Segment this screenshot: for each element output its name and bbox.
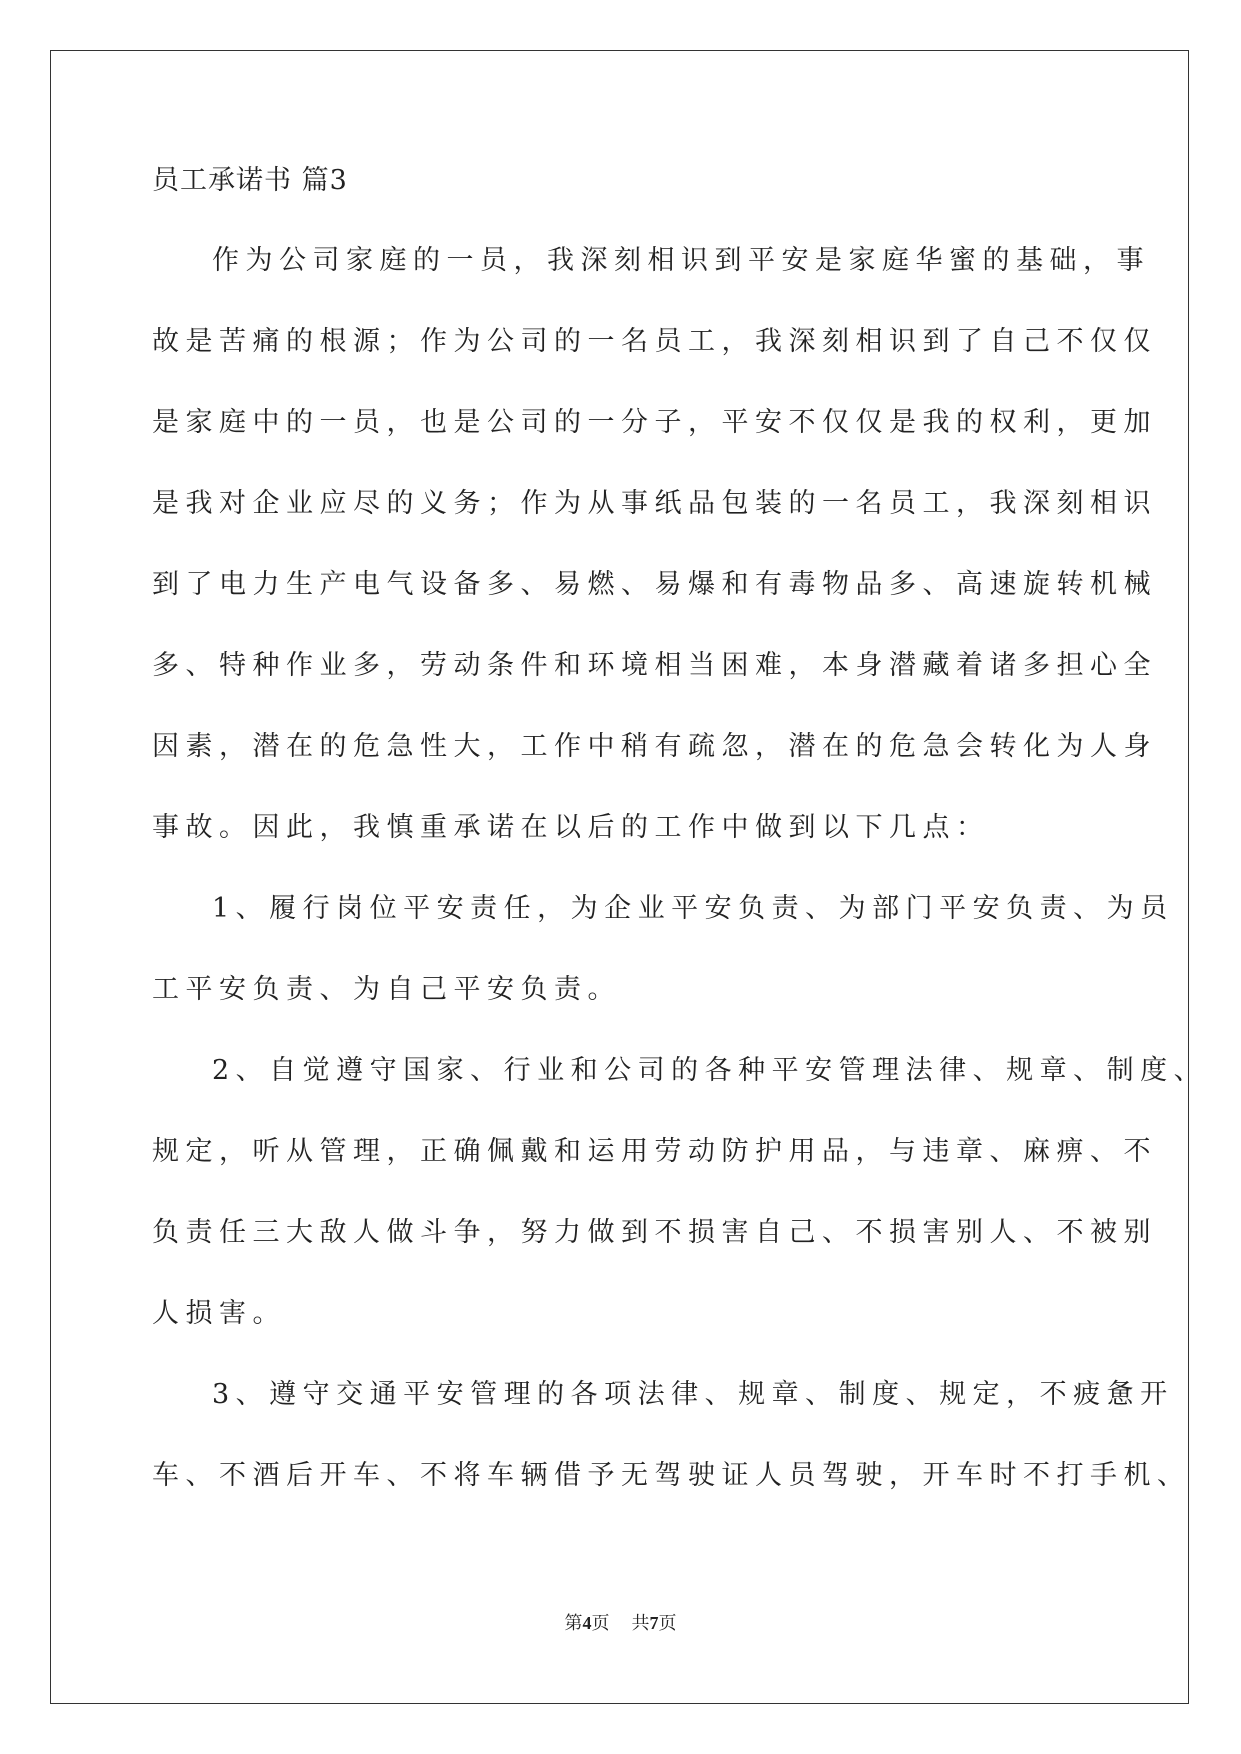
current-page-number: 4 [582,1613,592,1633]
text-line: 3、遵守交通平安管理的各项法律、规章、制度、规定，不疲惫开 [212,1379,1174,1410]
text-line: 是我对企业应尽的义务；作为从事纸品包装的一名员工，我深刻相识 [152,488,1157,519]
text-line: 人损害。 [152,1298,286,1329]
footer-total-unit: 页 [658,1613,677,1634]
document-body [152,165,1208,1542]
text-line: 到了电力生产电气设备多、易燃、易爆和有毒物品多、高速旋转机械 [152,569,1157,600]
text-line: 规定，听从管理，正确佩戴和运用劳动防护用品，与违章、麻痹、不 [152,1136,1157,1167]
text-line: 故是苦痛的根源；作为公司的一名员工，我深刻相识到了自己不仅仅 [152,326,1157,357]
total-page-number: 7 [649,1613,659,1633]
text-line: 2、自觉遵守国家、行业和公司的各种平安管理法律、规章、制度、 [212,1055,1208,1086]
page-footer [0,1612,1241,1635]
text-line: 事故。因此，我慎重承诺在以后的工作中做到以下几点： [152,812,990,843]
text-line: 是家庭中的一员，也是公司的一分子，平安不仅仅是我的权利，更加 [152,407,1157,438]
footer-page-unit: 页 [591,1613,610,1634]
text-line: 多、特种作业多，劳动条件和环境相当困难，本身潜藏着诸多担心全 [152,650,1157,681]
text-line: 车、不酒后开车、不将车辆借予无驾驶证人员驾驶，开车时不打手机、 [152,1460,1191,1491]
text-line: 负责任三大敌人做斗争，努力做到不损害自己、不损害别人、不被别 [152,1217,1157,1248]
text-line: 因素，潜在的危急性大，工作中稍有疏忽，潜在的危急会转化为人身 [152,731,1157,762]
footer-total-prefix: 共 [631,1613,650,1634]
document-heading: 员工承诺书 篇3 [152,165,348,196]
text-line: 作为公司家庭的一员，我深刻相识到平安是家庭华蜜的基础，事 [212,245,1150,276]
document-lines [152,245,1208,1491]
text-line: 工平安负责、为自己平安负责。 [152,974,621,1005]
text-line: 1、履行岗位平安责任，为企业平安负责、为部门平安负责、为员 [212,893,1174,924]
footer-prefix: 第 [564,1613,583,1634]
